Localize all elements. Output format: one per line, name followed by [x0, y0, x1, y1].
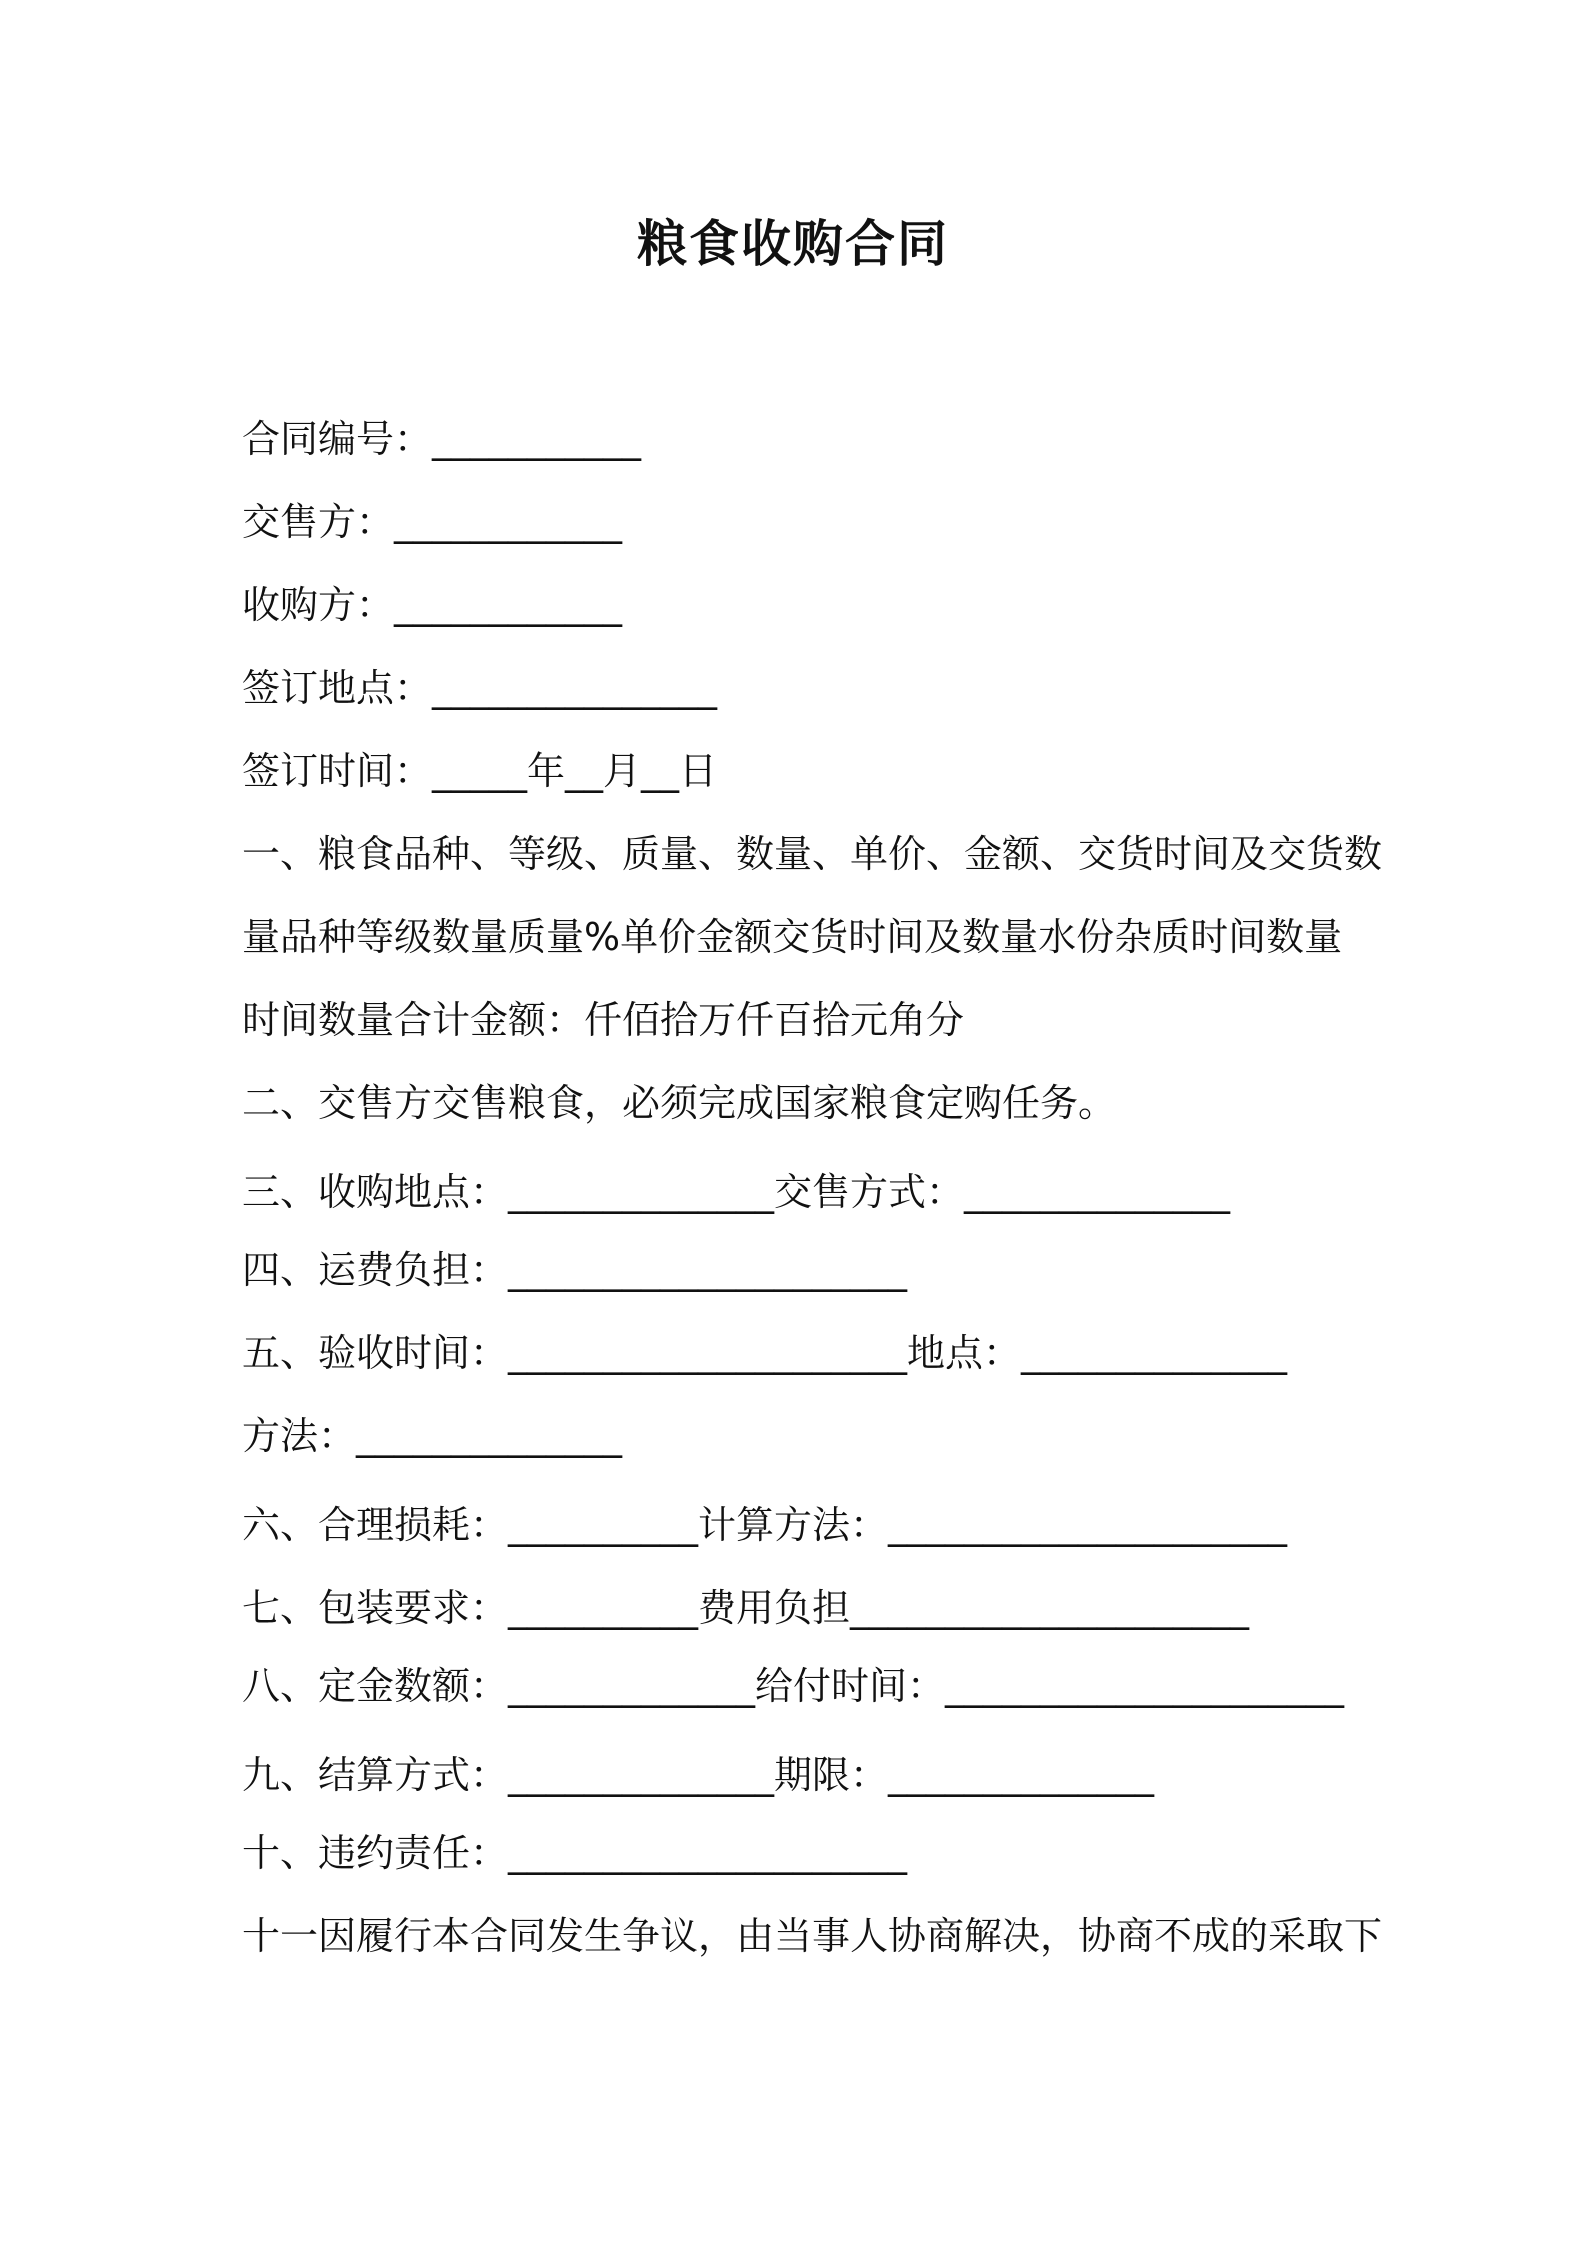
clause-10-line: 十、违约责任：_____________________: [242, 1831, 908, 1875]
clause-1-line-2: 量品种等级数量质量%单价金额交货时间及数量水份杂质时间数量: [242, 915, 1343, 959]
buyer-line: 收购方：____________: [242, 583, 623, 627]
clause-5-line-1: 五、验收时间：_____________________地点：______________: [242, 1331, 1288, 1375]
clause-2-line: 二、交售方交售粮食，必须完成国家粮食定购任务。: [242, 1081, 1117, 1125]
clause-4-line: 四、运费负担：_____________________: [242, 1248, 908, 1292]
clause-3-line: 三、收购地点：______________交售方式：______________: [242, 1170, 1231, 1214]
contract-number-line: 合同编号：___________: [242, 417, 642, 461]
clause-8-line: 八、定金数额：_____________给付时间：_____________________: [242, 1664, 1345, 1708]
clause-7-line: 七、包装要求：__________费用负担_____________________: [242, 1586, 1250, 1630]
clause-11-line: 十一因履行本合同发生争议，由当事人协商解决，协商不成的采取下: [242, 1914, 1383, 1958]
seller-line: 交售方：____________: [242, 500, 623, 544]
clause-1-line-1: 一、粮食品种、等级、质量、数量、单价、金额、交货时间及交货数: [242, 832, 1383, 876]
signing-place-line: 签订地点：_______________: [242, 666, 718, 710]
clause-1-line-3: 时间数量合计金额：仟佰拾万仟百拾元角分: [242, 998, 965, 1042]
clause-6-line: 六、合理损耗：__________计算方法：_____________________: [242, 1503, 1288, 1547]
clause-9-line: 九、结算方式：______________期限：______________: [242, 1753, 1155, 1797]
document-title: 粮食收购合同: [637, 215, 949, 273]
signing-date-line: 签订时间：_____年__月__日: [242, 749, 718, 793]
clause-5-line-2: 方法：______________: [242, 1414, 623, 1458]
